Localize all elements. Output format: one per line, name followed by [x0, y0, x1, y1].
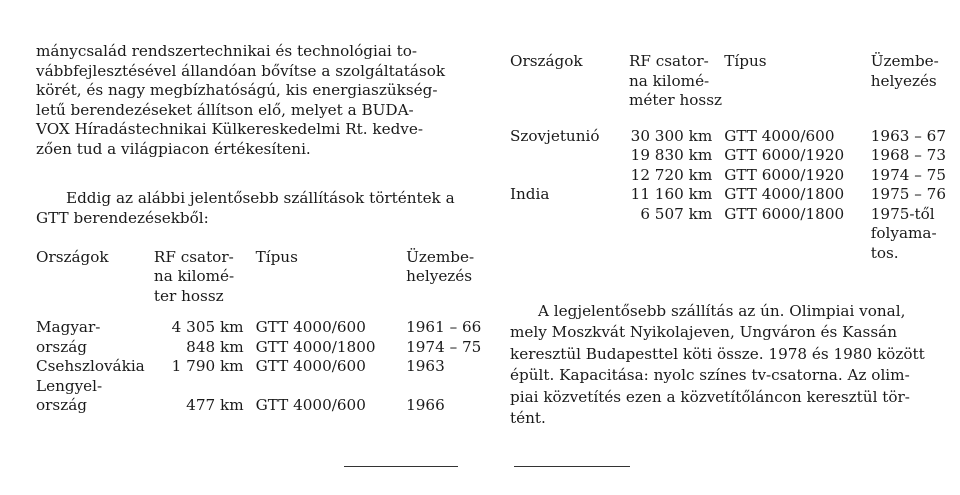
- cell-country: ország: [36, 396, 87, 415]
- table-row: [36, 357, 496, 377]
- cell-km: 11 160 km: [630, 185, 713, 203]
- left-column: [36, 42, 496, 416]
- table-row: [36, 396, 496, 416]
- header-countries: Országok: [36, 247, 109, 266]
- cell-year: 1975-től: [870, 204, 935, 223]
- cell-km: 4 305 km: [171, 318, 244, 337]
- header-type: Típus: [255, 247, 298, 266]
- header-type: Típus: [724, 52, 767, 70]
- cell-type: [724, 244, 871, 264]
- table-row: [510, 185, 950, 205]
- cell-year: 1974 – 75: [870, 165, 946, 184]
- text-line: vábbfejlesztésével állandóan bővítse a szolgáltatások: [36, 61, 446, 80]
- table-row: [510, 205, 950, 225]
- table-row: [510, 127, 950, 147]
- cell-type: GTT 6000/1920: [724, 146, 845, 164]
- text-line: GTT berendezésekből:: [36, 208, 209, 227]
- cell-country: ország: [36, 337, 87, 356]
- header-rf-length: RF csator- na kilomé- ter hossz: [153, 247, 235, 305]
- cell-year: [406, 377, 496, 397]
- cell-year: 1974 – 75: [406, 337, 482, 356]
- text-line: letű berendezéseket állítson elő, melyet a BUDA-: [36, 100, 414, 119]
- text-line: Eddig az alábbi jelentősebb szállítások történtek a: [66, 188, 455, 207]
- text-line: épült. Kapacitása: nyolc színes tv-csatorna. Az olim-: [510, 366, 910, 385]
- cell-km: 30 300 km: [630, 126, 713, 145]
- cell-country: Magyar-: [36, 318, 101, 337]
- cell-type: GTT 4000/600: [255, 318, 366, 337]
- cell-country: Lengyel-: [36, 376, 103, 395]
- cell-country: [510, 224, 629, 244]
- lead-paragraph: [36, 188, 496, 228]
- text-line: zően tud a világpiacon értékesíteni.: [36, 139, 311, 158]
- cell-country: India: [510, 185, 550, 203]
- cell-km: 1 790 km: [171, 357, 244, 376]
- text-line: tént.: [510, 409, 546, 428]
- table-header-row: [510, 52, 950, 127]
- header-commissioning: Üzembe- helyezés: [870, 52, 939, 90]
- table-row: [510, 224, 950, 244]
- bottom-divider: [514, 466, 630, 467]
- header-countries: Országok: [510, 52, 583, 70]
- cell-km: [629, 224, 724, 244]
- cell-type: [724, 224, 871, 244]
- table-row: [36, 377, 496, 397]
- header-commissioning: Üzembe- helyezés: [406, 247, 475, 286]
- cell-type: GTT 4000/600: [255, 396, 366, 415]
- cell-country: [510, 205, 629, 225]
- table-row: [510, 146, 950, 166]
- deliveries-table-left: [36, 248, 496, 416]
- right-column: [510, 52, 950, 429]
- cell-country: [510, 146, 629, 166]
- cell-country: Csehszlovákia: [36, 357, 145, 376]
- cell-year: 1961 – 66: [406, 318, 482, 337]
- cell-type: GTT 4000/600: [255, 357, 366, 376]
- cell-year: 1968 – 73: [870, 146, 946, 164]
- cell-country: [510, 166, 629, 186]
- cell-km: 19 830 km: [630, 146, 713, 164]
- text-line: piai közvetítés ezen a közvetítőláncon keresztül tör-: [510, 387, 910, 406]
- cell-km: 12 720 km: [630, 165, 713, 184]
- cell-type: GTT 6000/1920: [724, 165, 845, 184]
- cell-year: 1975 – 76: [870, 185, 946, 203]
- text-line: VOX Híradástechnikai Külkereskedelmi Rt. kedve-: [36, 120, 424, 139]
- cell-country: Szovjetunió: [510, 126, 600, 145]
- deliveries-table-right: [510, 52, 950, 263]
- text-line: mánycsalád rendszertechnikai és technológiai to-: [36, 42, 418, 60]
- cell-type: GTT 6000/1800: [724, 204, 845, 223]
- text-line: keresztül Budapesttel köti össze. 1978 és 1980 között: [510, 344, 925, 363]
- cell-type: GTT 4000/1800: [255, 337, 376, 356]
- cell-type: GTT 4000/1800: [724, 185, 845, 203]
- intro-paragraph: [36, 42, 496, 160]
- bottom-divider: [344, 466, 458, 467]
- cell-km: 6 507 km: [640, 204, 713, 223]
- cell-year: 1963 – 67: [870, 126, 946, 145]
- table-row: [36, 338, 496, 358]
- cell-type: [256, 377, 407, 397]
- cell-km: 848 km: [186, 337, 244, 356]
- text-line: A legjelentősebb szállítás az ún. Olimpiai vonal,: [538, 302, 906, 320]
- cell-year: 1966: [406, 396, 445, 415]
- cell-type: GTT 4000/600: [724, 126, 835, 145]
- text-line: mely Moszkvát Nyikolajeven, Ungváron és Kassán: [510, 323, 897, 342]
- cell-year: folyama-: [870, 224, 937, 242]
- table-row: [36, 318, 496, 338]
- cell-km: [629, 244, 724, 264]
- olympic-line-paragraph: [510, 301, 950, 429]
- header-rf-length: RF csator- na kilomé- méter hossz: [628, 52, 723, 109]
- table-header-row: [36, 248, 496, 319]
- cell-km: [154, 377, 256, 397]
- cell-year: tos.: [870, 243, 899, 262]
- table-row: [510, 166, 950, 186]
- text-line: körét, és nagy megbízhatóságú, kis energiaszükség-: [36, 81, 438, 100]
- table-row: [510, 244, 950, 264]
- cell-country: [510, 244, 629, 264]
- cell-year: 1963: [406, 357, 445, 376]
- cell-km: 477 km: [186, 396, 244, 415]
